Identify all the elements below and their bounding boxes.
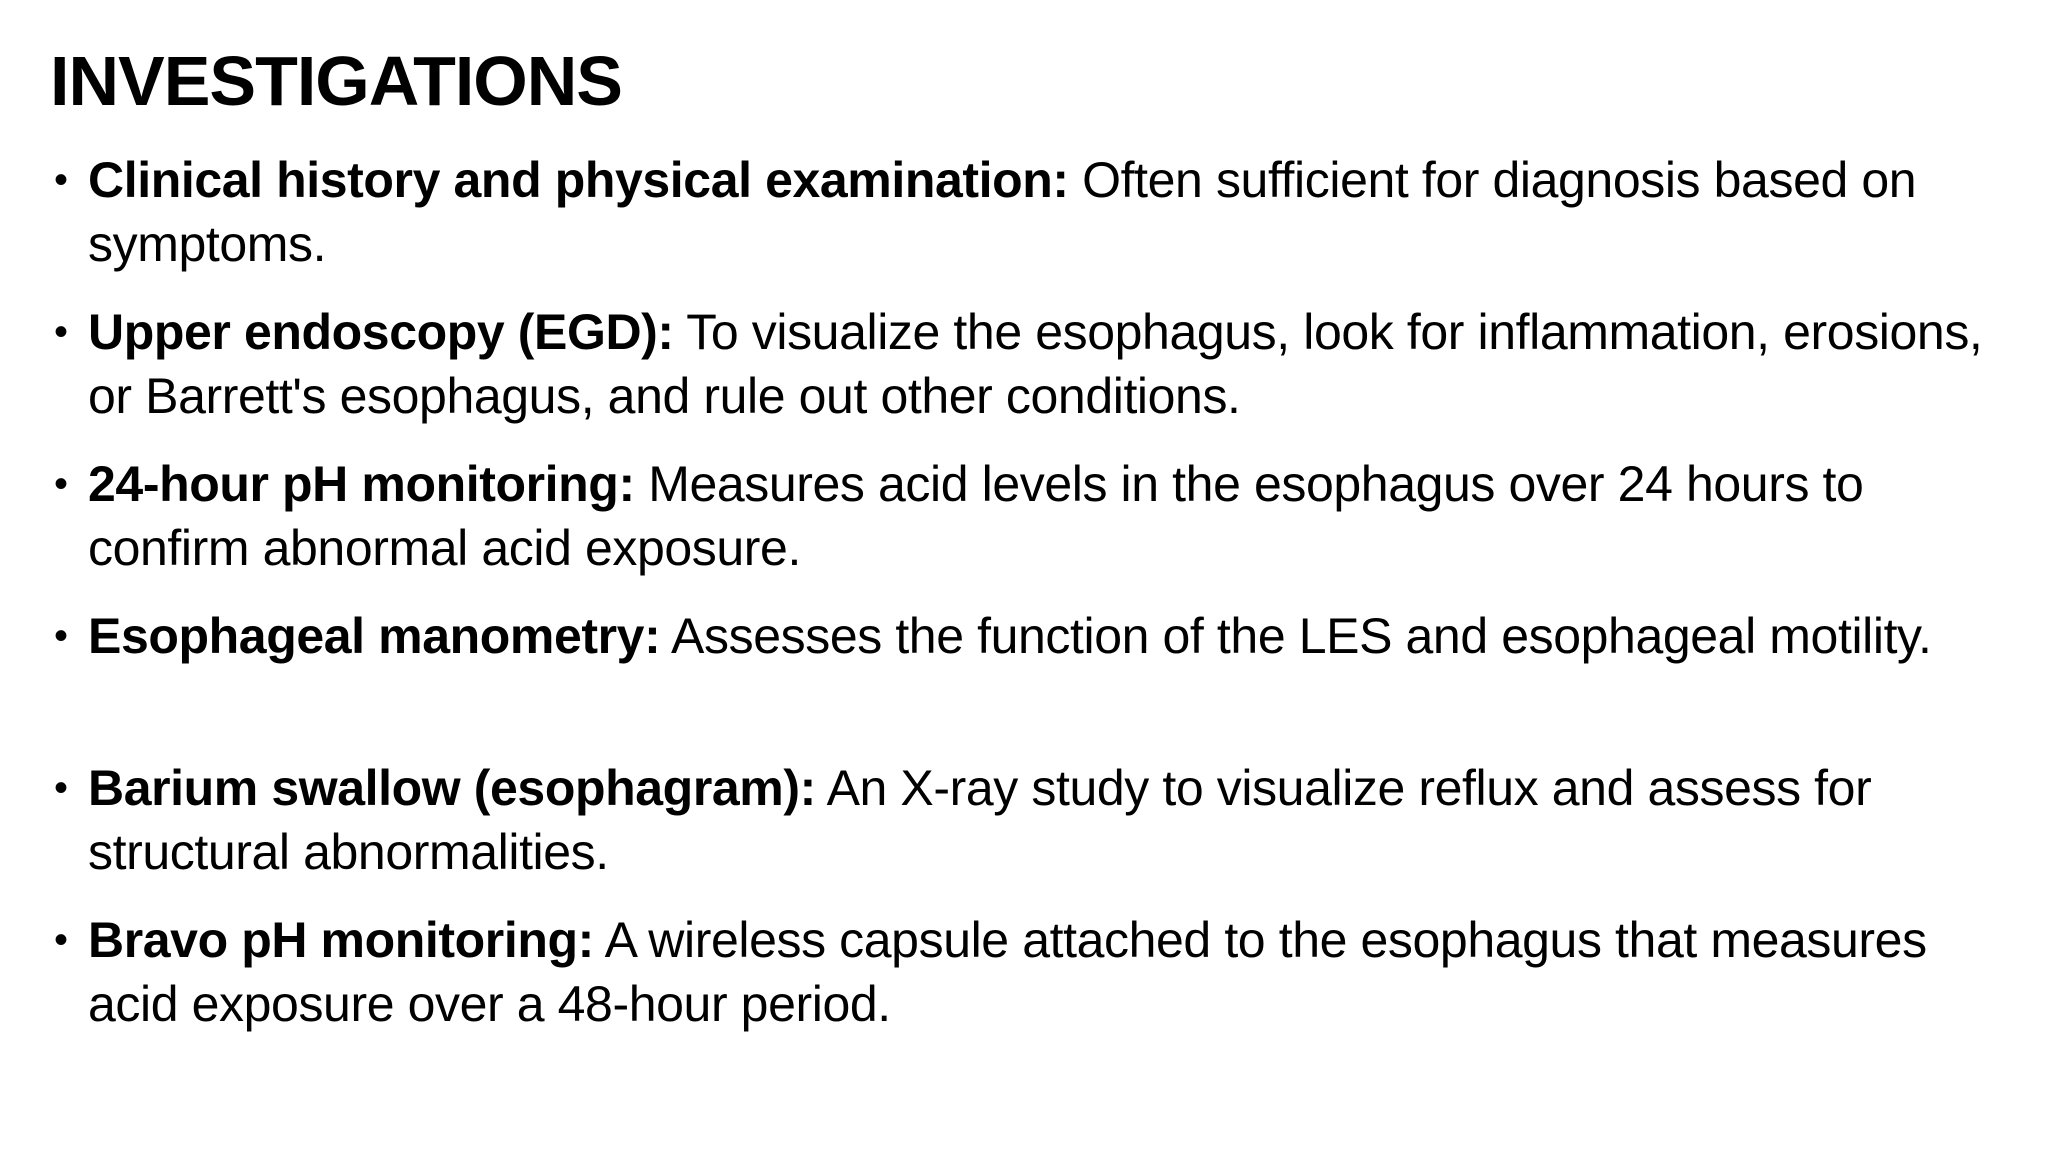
bullet-item-bravo-ph-monitoring: [50, 908, 2010, 1036]
bullet-term: 24-hour pH monitoring:: [88, 456, 635, 512]
bullet-item-clinical-history: [50, 148, 2010, 276]
bullet-term: Bravo pH monitoring:: [88, 912, 594, 968]
bullet-icon: •: [54, 158, 68, 202]
bullet-item-esophageal-manometry: [50, 604, 2010, 732]
bullet-list: [50, 148, 2010, 1060]
bullet-description: Often sufficient for diagnosis based on symptoms.: [88, 152, 1917, 272]
bullet-icon: •: [54, 462, 68, 506]
bullet-description: Assesses the function of the LES and esophageal motility.: [660, 608, 1932, 664]
bullet-icon: •: [54, 918, 68, 962]
bullet-description: A wireless capsule attached to the esophagus that measures acid exposure over a 48-hour period.: [88, 912, 1927, 1032]
bullet-item-barium-swallow: [50, 756, 2010, 884]
bullet-icon: •: [54, 766, 68, 810]
bullet-term: Clinical history and physical examination:: [88, 152, 1069, 208]
slide-title: INVESTIGATIONS: [50, 42, 622, 120]
bullet-term: Upper endoscopy (EGD):: [88, 304, 674, 360]
bullet-description: An X-ray study to visualize reflux and assess for structural abnormalities.: [88, 760, 1872, 880]
bullet-icon: •: [54, 614, 68, 658]
bullet-term: Barium swallow (esophagram):: [88, 760, 816, 816]
bullet-description: To visualize the esophagus, look for inflammation, erosions, or Barrett's esophagus, and rule out other conditions.: [88, 304, 1983, 424]
bullet-icon: •: [54, 310, 68, 354]
bullet-term: Esophageal manometry:: [88, 608, 661, 664]
bullet-item-upper-endoscopy: [50, 300, 2010, 428]
bullet-description: Measures acid levels in the esophagus over 24 hours to confirm abnormal acid exposure.: [88, 456, 1864, 576]
bullet-item-ph-monitoring: [50, 452, 2010, 580]
